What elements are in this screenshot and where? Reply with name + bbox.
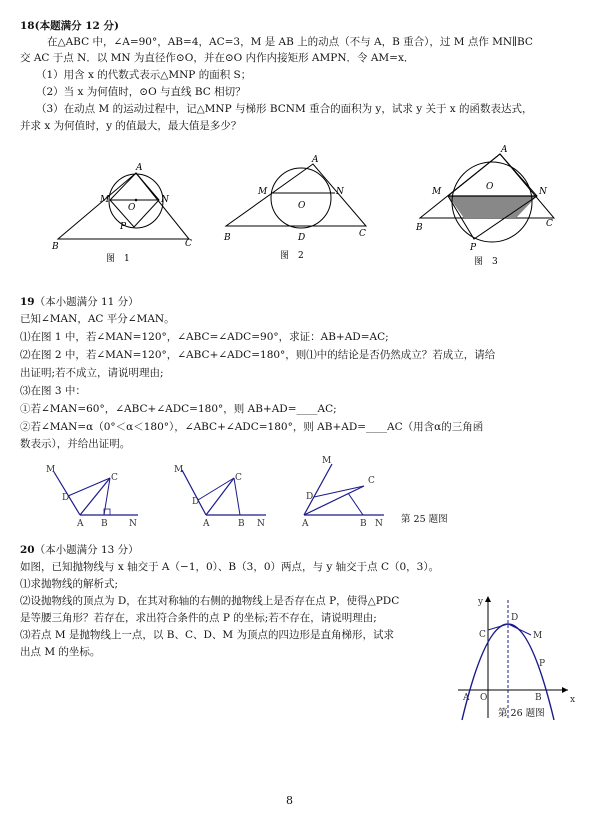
q18-number: 18: [20, 20, 35, 32]
label-a: A: [463, 693, 470, 703]
label-m: M: [533, 631, 543, 641]
q18-score: (本题满分 12 分): [34, 20, 119, 32]
q18-item3: （3）在动点 M 的运动过程中，记△MNP 与梯形 BCNM 重合的面积为 y，试求 y 关于 x 的函数表达式，: [36, 103, 533, 115]
label-p: P: [120, 222, 127, 232]
q19-line3: ⑵在图 2 中，若∠MAN=120°，∠ABC+∠ADC=180°，则⑴中的结论是否仍然成立？若成立，请给: [20, 349, 496, 361]
q19-score: （本小题满分 11 分）: [34, 296, 139, 308]
label-n: N: [539, 187, 547, 197]
label-d: D: [511, 613, 519, 623]
label-c: C: [235, 473, 242, 483]
segment-dc: [314, 486, 364, 497]
label-o: O: [486, 182, 494, 192]
label-c: C: [546, 219, 553, 229]
q19-figure-caption: 第 25 题图: [401, 514, 448, 525]
label-b: B: [416, 223, 423, 233]
circle-o: [271, 168, 331, 228]
figure-3-caption: 图 3: [474, 257, 498, 267]
y-axis-arrow-icon: [485, 596, 491, 602]
segment-dc: [68, 478, 110, 496]
label-n: N: [129, 519, 137, 529]
label-b: B: [52, 242, 59, 252]
label-c: C: [359, 229, 366, 239]
figure-1-caption: 图 1: [106, 254, 130, 264]
label-d: D: [192, 497, 200, 507]
q18-figure-3: [412, 142, 562, 270]
q19-figure-2: [168, 458, 278, 530]
label-c: C: [185, 239, 192, 249]
label-a: A: [77, 519, 84, 529]
triangle-abc: [226, 164, 366, 226]
label-p: P: [539, 659, 546, 669]
q19-figure-3: [296, 452, 396, 530]
q20-line4: 是等腰三角形？若存在，求出符合条件的点 P 的坐标;若不存在，请说明理由;: [20, 612, 377, 624]
label-n: N: [336, 187, 344, 197]
q20-line1: 如图，已知抛物线与 x 轴交于 A（−1，0）、B（3，0）两点，与 y 轴交于点 C（0，3）。: [20, 561, 440, 573]
q20-score: （本小题满分 13 分）: [34, 544, 139, 556]
label-n: N: [375, 519, 383, 529]
label-b: B: [101, 519, 108, 529]
q20-number: 20: [20, 544, 35, 556]
segment-dm: [508, 624, 531, 635]
segment-bc: [348, 493, 363, 515]
q19-number: 19: [20, 296, 35, 308]
shaded-overlap: [448, 196, 537, 218]
page-number: 8: [286, 794, 293, 807]
label-m: M: [100, 195, 110, 205]
q19-line6: ①若∠MAN=60°，∠ABC+∠ADC=180°，则 AB+AD=____AC;: [20, 403, 337, 415]
q18-item2: （2）当 x 为何值时，⊙O 与直线 BC 相切？: [36, 86, 246, 98]
center-dot: [135, 199, 138, 202]
label-d: D: [62, 493, 70, 503]
segment-ac: [206, 478, 234, 515]
label-c: C: [479, 630, 486, 640]
label-o: O: [298, 201, 306, 211]
x-axis-label: x: [570, 695, 576, 705]
segment-ac: [80, 478, 110, 515]
q18-item3b: 并求 x 为何值时，y 的值最大，最大值是多少？: [20, 120, 242, 132]
q18-line2: 交 AC 于点 N．以 MN 为直径作⊙O，并在⊙O 内作内接矩形 AMPN．令 AM=x．: [20, 52, 415, 64]
x-axis-arrow-icon: [562, 687, 568, 693]
q19-line4: 出证明;若不成立，请说明理由;: [20, 367, 164, 379]
y-axis-label: y: [478, 597, 484, 607]
label-d: D: [298, 233, 306, 243]
q18-item1: （1）用含 x 的代数式表示△MNP 的面积 S；: [36, 69, 252, 81]
label-a: A: [312, 155, 319, 165]
label-m: M: [46, 465, 56, 475]
label-d: D: [306, 492, 314, 502]
ray-am: [304, 464, 332, 515]
q19-line7: ②若∠MAN=α（0°＜α＜180°），∠ABC+∠ADC=180°，则 AB+AD=____AC（用含α的三角函: [20, 421, 484, 433]
label-n: N: [161, 195, 169, 205]
q18-figure-2: [218, 150, 378, 265]
q20-header: [20, 543, 139, 557]
label-b: B: [224, 233, 231, 243]
q18-header: [20, 19, 119, 33]
q18-line1: 在△ABC 中，∠A=90°，AB=4，AC=3，M 是 AB 上的动点（不与 A，B 重合），过 M 点作 MN∥BC: [47, 36, 533, 48]
label-a: A: [302, 519, 309, 529]
label-c: C: [111, 473, 118, 483]
segment-bc: [234, 478, 240, 515]
figure-2-caption: 图 2: [280, 251, 304, 261]
origin-label: O: [480, 693, 488, 703]
label-a: A: [203, 519, 210, 529]
label-m: M: [432, 187, 442, 197]
label-p: P: [470, 243, 477, 253]
q20-parabola-figure: [448, 590, 578, 725]
q20-figure-caption: 第 26 题图: [498, 708, 545, 719]
q19-line8: 数表示），并给出证明。: [20, 438, 131, 450]
q19-figure-1: [40, 458, 150, 530]
q19-line1: 已知∠MAN，AC 平分∠MAN。: [20, 313, 175, 325]
label-o: O: [128, 203, 136, 213]
label-m: M: [174, 465, 184, 475]
q20-line2: ⑴求抛物线的解析式;: [20, 578, 119, 590]
label-b: B: [238, 519, 245, 529]
label-b: B: [535, 693, 542, 703]
label-a: A: [501, 145, 508, 155]
ray-am: [182, 470, 206, 515]
q18-figure-1: [48, 155, 198, 270]
label-m: M: [322, 456, 332, 466]
q19-line2: ⑴在图 1 中，若∠MAN=120°，∠ABC=∠ADC=90°，求证：AB+AD=AC;: [20, 331, 389, 343]
q19-header: [20, 295, 139, 309]
label-a: A: [136, 163, 143, 173]
q20-line5: ⑶若点 M 是抛物线上一点，以 B、C、D、M 为顶点的四边形是直角梯形，试求: [20, 629, 395, 641]
q20-line6: 出点 M 的坐标。: [20, 646, 101, 658]
q20-line3: ⑵设抛物线的顶点为 D，在其对称轴的右侧的抛物线上是否存在点 P，使得△PDC: [20, 595, 400, 607]
label-n: N: [257, 519, 265, 529]
label-c: C: [368, 476, 375, 486]
q19-line5: ⑶在图 3 中：: [20, 385, 86, 397]
segment-dc: [198, 478, 234, 500]
label-m: M: [258, 187, 268, 197]
label-b: B: [360, 519, 367, 529]
